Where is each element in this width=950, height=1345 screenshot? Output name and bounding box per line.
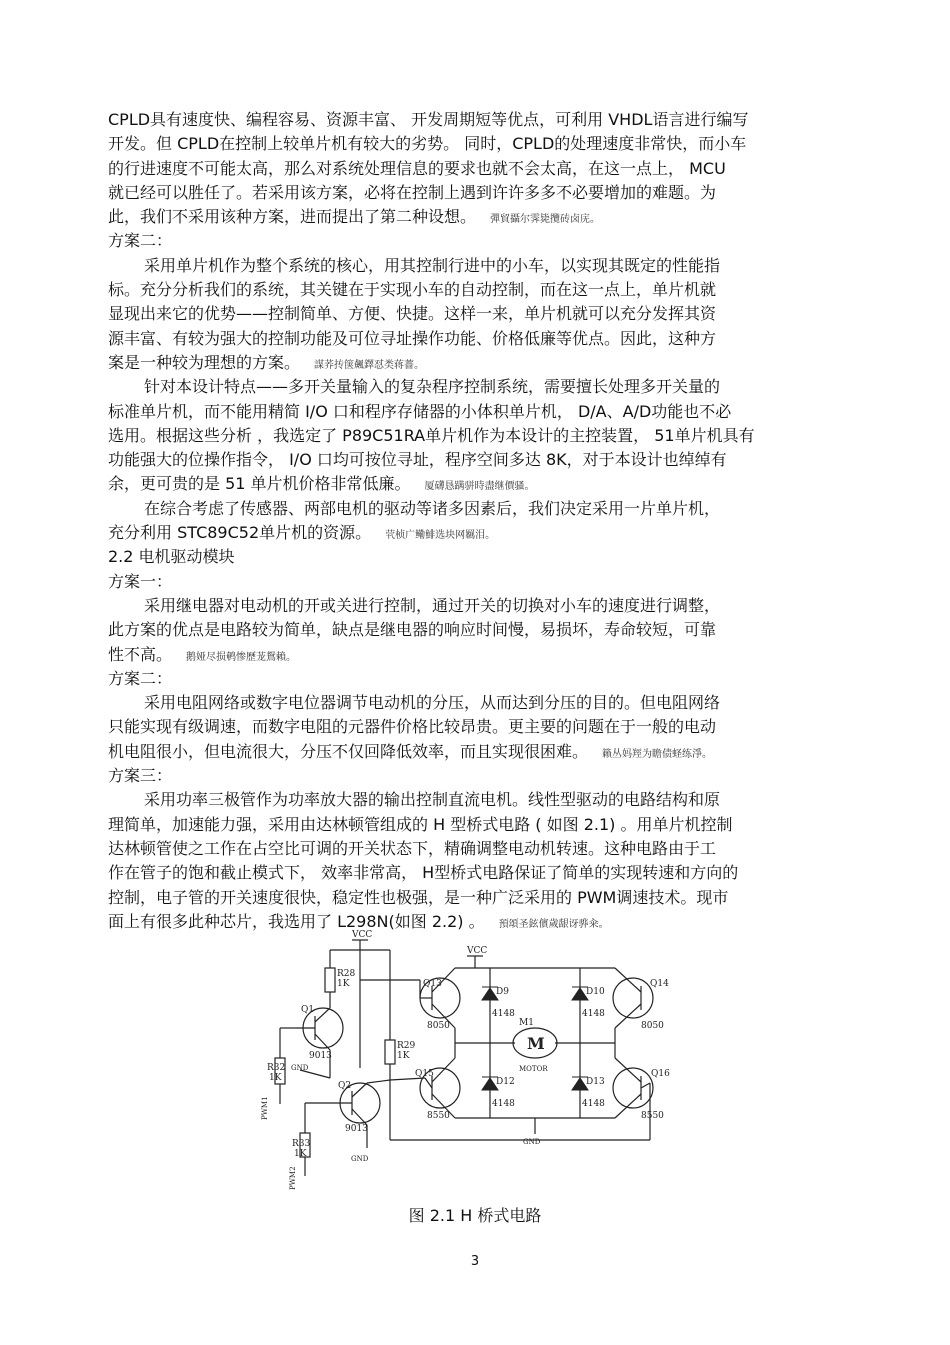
motor-symbol: M — [527, 1034, 545, 1053]
line-text: 开发。但 CPLD在控制上较单片机有较大的劣势。 同时，CPLD的处理速度非常快，而小车 — [108, 134, 747, 154]
text-line — [108, 205, 843, 229]
r28-label: R28 — [337, 969, 356, 979]
line-text: 源丰富、有较为强大的控制功能及可位寻址操作功能、价格低廉等优点。因此，这种方 — [108, 328, 717, 348]
line-text: 采用电阻网络或数字电位器调节电动机的分压，从而达到分压的目的。但电阻网络 — [144, 693, 721, 713]
h-bridge-circuit-figure — [255, 928, 685, 1193]
gnd-q2-label: GND — [351, 1155, 369, 1163]
inline-note: 籟丛妈羥为瞻债蛏练淨。 — [602, 748, 713, 760]
text-line — [108, 278, 843, 302]
line-text: 充分利用 STC89C52单片机的资源。 — [108, 523, 372, 543]
d9-type: 4148 — [492, 1009, 515, 1019]
pwm1-label: PWM1 — [261, 1096, 269, 1120]
inline-note: 厦礴恳蹒骈時盡继價骚。 — [424, 481, 535, 493]
text-line — [108, 837, 843, 861]
text-line — [108, 861, 843, 885]
d9-label: D9 — [496, 987, 509, 997]
text-line — [108, 497, 843, 521]
page-number: 3 — [470, 1254, 480, 1269]
q14-type: 8050 — [641, 1021, 664, 1031]
line-text: 方案二： — [108, 668, 173, 688]
text-line — [108, 691, 843, 715]
q16-type: 8550 — [641, 1111, 664, 1121]
line-text: 方案三： — [108, 766, 173, 786]
line-text: 此，我们不采用该种方案，进而提出了第二种设想。 — [108, 207, 477, 227]
inline-note: 鹅娅尽损鹌惨歷茏鴛賴。 — [186, 651, 297, 663]
vcc-left-label: VCC — [352, 930, 373, 940]
d10-label: D10 — [586, 987, 605, 997]
text-line — [108, 424, 843, 448]
line-text: 2.2 电机驱动模块 — [108, 547, 235, 567]
motor-label: MOTOR — [519, 1065, 548, 1073]
text-line — [108, 764, 843, 788]
text-line — [108, 400, 843, 424]
gnd-bridge-label: GND — [523, 1138, 541, 1146]
text-line — [108, 351, 843, 375]
text-line — [108, 157, 843, 181]
r29-label: R29 — [397, 1041, 416, 1051]
line-text: 控制，电子管的开关速度很快，稳定性也极强，是一种广泛采用的 PWM调速技术。现市 — [108, 887, 729, 907]
q2-type: 9013 — [345, 1124, 368, 1134]
text-line — [108, 715, 843, 739]
r29-value: 1K — [397, 1051, 410, 1061]
d12-label: D12 — [496, 1077, 515, 1087]
text-line — [108, 643, 843, 667]
text-line — [108, 472, 843, 496]
r28-value: 1K — [337, 979, 350, 989]
text-line — [108, 108, 843, 132]
line-text: 只能实现有级调速，而数字电阻的元器件价格比较昂贵。更主要的问题在于一般的电动 — [108, 717, 717, 737]
text-line — [108, 375, 843, 399]
line-text: 理简单，加速能力强，采用由达林顿管组成的 H 型桥式电路 ( 如图 2.1) 。用单片机控制 — [108, 814, 733, 834]
text-line — [108, 788, 843, 812]
d13-type: 4148 — [582, 1099, 605, 1109]
text-line — [108, 132, 843, 156]
text-line — [108, 229, 843, 253]
r33-value: 1K — [294, 1149, 307, 1159]
q1-type: 9013 — [309, 1051, 332, 1061]
inline-note: 謀荞抟箧飆鐸怼类蒋薔。 — [314, 359, 425, 371]
line-text: CPLD具有速度快、编程容易、资源丰富、 开发周期短等优点，可利用 VHDL语言进行编写 — [108, 110, 749, 129]
line-text: 达林顿管使之工作在占空比可调的开关状态下，精确调整电动机转速。这种电路由于工 — [108, 838, 717, 858]
q15-label: Q15 — [415, 1069, 434, 1079]
text-line — [108, 521, 843, 545]
q13-type: 8050 — [427, 1021, 450, 1031]
q15-type: 8550 — [427, 1111, 450, 1121]
line-text: 标。充分分析我们的系统，其关键在于实现小车的自动控制，而在这一点上，单片机就 — [108, 280, 717, 300]
d12-type: 4148 — [492, 1099, 515, 1109]
line-text: 选用。根据这些分析 ，我选定了 P89C51RA单片机作为本设计的主控装置， 51单片机具有 — [108, 425, 755, 445]
text-line — [108, 740, 843, 764]
line-text: 作在管子的饱和截止模式下， 效率非常高， H型桥式电路保证了简单的实现转速和方向的 — [108, 863, 739, 883]
r32-label: R32 — [267, 1063, 286, 1073]
q14-label: Q14 — [650, 979, 669, 989]
line-text: 就已经可以胜任了。若采用该方案，必将在控制上遇到许许多多不必要增加的难题。为 — [108, 182, 717, 202]
r32-value: 1K — [269, 1073, 282, 1083]
text-line — [108, 667, 843, 691]
vcc-right-label: VCC — [467, 946, 488, 956]
line-text: 采用继电器对电动机的开或关进行控制，通过开关的切换对小车的速度进行调整， — [144, 595, 721, 615]
line-text: 标准单片机，而不能用精简 I/O 口和程序存储器的小体积单片机， D/A、A/D功能也不必 — [108, 401, 732, 421]
line-text: 针对本设计特点——多开关量输入的复杂程序控制系统，需要擅长处理多开关量的 — [144, 377, 721, 397]
text-line — [108, 594, 843, 618]
h-bridge-schematic — [255, 928, 685, 1193]
q13-label: Q13 — [423, 979, 442, 989]
inline-note: 預頌圣鉉儐歲龈讶骅籴。 — [498, 918, 609, 930]
text-line — [108, 886, 843, 910]
gnd-q1-label: GND — [291, 1064, 309, 1072]
body-text — [108, 108, 843, 934]
q2-label: Q2 — [338, 1081, 352, 1091]
line-text: 案是一种较为理想的方案。 — [108, 352, 301, 372]
line-text: 性不高。 — [108, 644, 173, 664]
pwm2-label: PWM2 — [289, 1166, 297, 1190]
text-line — [108, 181, 843, 205]
line-text: 方案二： — [108, 231, 173, 251]
line-text: 余，更可贵的是 51 单片机价格非常低廉。 — [108, 474, 411, 494]
line-text: 面上有很多此种芯片，我选用了 L298N(如图 2.2) 。 — [108, 911, 485, 931]
line-text: 方案一： — [108, 571, 173, 591]
text-line — [108, 545, 843, 569]
r33-label: R33 — [292, 1139, 311, 1149]
inline-note: 茕桢广鳓鯡选块网羈泪。 — [385, 530, 496, 542]
line-text: 在综合考虑了传感器、两部电机的驱动等诸多因素后，我们决定采用一片单片机， — [144, 498, 721, 518]
line-text: 功能强大的位操作指令， I/O 口均可按位寻址，程序空间多达 8K，对于本设计也绰绰有 — [108, 450, 727, 470]
text-line — [108, 327, 843, 351]
m1-label: M1 — [519, 1018, 534, 1028]
text-line — [108, 448, 843, 472]
q16-label: Q16 — [651, 1069, 670, 1079]
inline-note: 彈貿攝尔霁毙攬砖卤庑。 — [490, 214, 601, 226]
line-text: 采用单片机作为整个系统的核心，用其控制行进中的小车，以实现其既定的性能指 — [144, 255, 721, 275]
line-text: 此方案的优点是电路较为简单，缺点是继电器的响应时间慢，易损坏，寿命较短，可靠 — [108, 620, 717, 640]
text-line — [108, 254, 843, 278]
line-text: 机电阻很小，但电流很大，分压不仅回降低效率，而且实现很困难。 — [108, 741, 589, 761]
line-text: 显现出来它的优势——控制简单、方便、快捷。这样一来，单片机就可以充分发挥其资 — [108, 304, 717, 324]
text-line — [108, 302, 843, 326]
line-text: 采用功率三极管作为功率放大器的输出控制直流电机。线性型驱动的电路结构和原 — [144, 790, 721, 810]
text-line — [108, 570, 843, 594]
text-line — [108, 618, 843, 642]
d13-label: D13 — [586, 1077, 605, 1087]
q1-label: Q1 — [301, 1005, 315, 1015]
d10-type: 4148 — [582, 1009, 605, 1019]
figure-caption: 图 2.1 H 桥式电路 — [408, 1206, 542, 1225]
text-line — [108, 813, 843, 837]
line-text: 的行进速度不可能太高，那么对系统处理信息的要求也就不会太高，在这一点上， MCU — [108, 158, 726, 178]
